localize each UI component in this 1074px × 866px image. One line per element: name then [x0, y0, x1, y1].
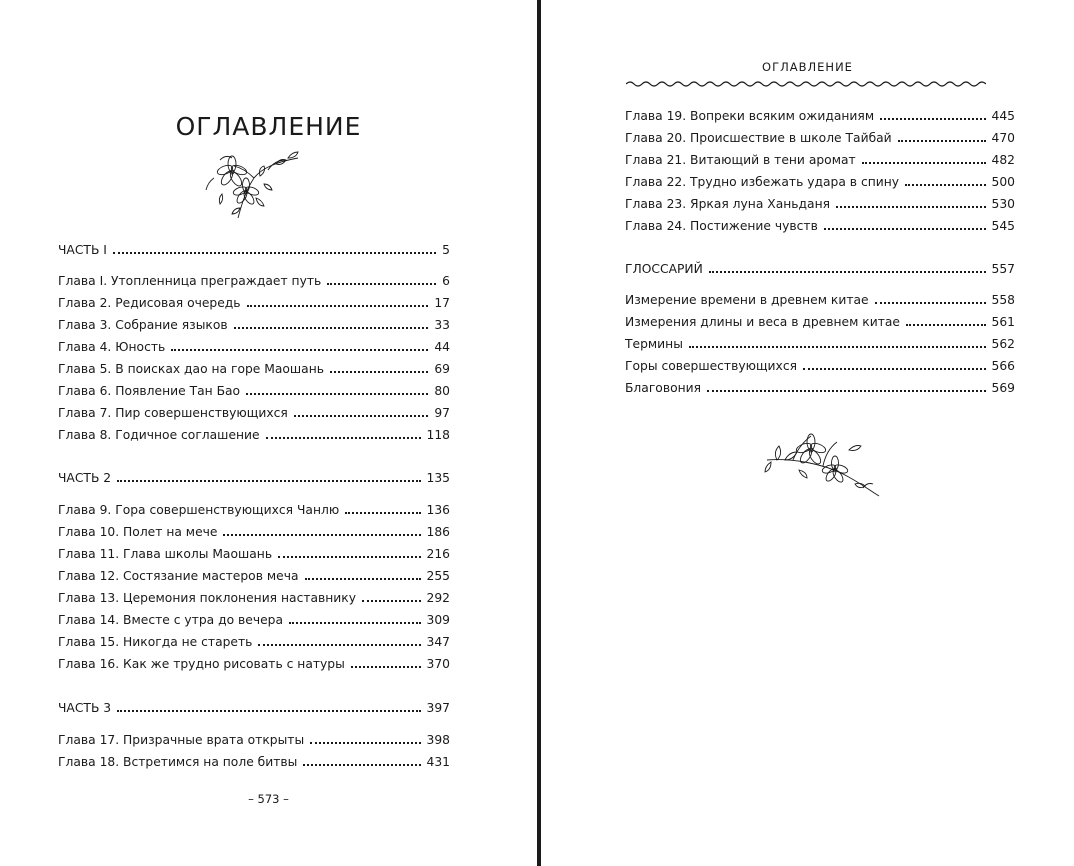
dot-leader: [171, 349, 428, 351]
floral-ornament-icon: [763, 430, 883, 500]
dot-leader: [345, 512, 420, 514]
dot-leader: [862, 162, 986, 164]
toc-chapter-entry[interactable]: Глава 23. Яркая луна Ханьданя 530: [625, 197, 1015, 211]
toc-glossary-entry[interactable]: Термины 562: [625, 337, 1015, 351]
dot-leader: [113, 252, 436, 254]
right-page: [541, 0, 1074, 866]
toc-part-heading[interactable]: ЧАСТЬ 2 135: [58, 471, 450, 485]
dot-leader: [289, 622, 421, 624]
toc-chapter-entry[interactable]: Глава 15. Никогда не стареть 347: [58, 635, 450, 649]
dot-leader: [247, 305, 429, 307]
toc-glossary-entry[interactable]: Горы совершествующихся 566: [625, 359, 1015, 373]
dot-leader: [117, 710, 420, 712]
toc-chapter-entry[interactable]: Глава I. Утопленница преграждает путь 6: [58, 274, 450, 288]
dot-leader: [709, 271, 986, 273]
wavy-divider-icon: [626, 80, 986, 88]
dot-leader: [824, 228, 986, 230]
toc-chapter-entry[interactable]: Глава 6. Появление Тан Бао 80: [58, 384, 450, 398]
toc-glossary-entry[interactable]: Измерения длины и веса в древнем китае 561: [625, 315, 1015, 329]
dot-leader: [223, 534, 420, 536]
dot-leader: [246, 393, 428, 395]
toc-chapter-entry[interactable]: Глава 11. Глава школы Маошань 216: [58, 547, 450, 561]
dot-leader: [880, 118, 985, 120]
toc-glossary-entry[interactable]: Измерение времени в древнем китае 558: [625, 293, 1015, 307]
dot-leader: [303, 764, 420, 766]
toc-glossary-heading[interactable]: ГЛОССАРИЙ 557: [625, 262, 1015, 276]
dot-leader: [351, 666, 421, 668]
page-title: ОГЛАВЛЕНИЕ: [175, 112, 362, 141]
dot-leader: [898, 140, 986, 142]
toc-chapter-entry[interactable]: Глава 9. Гора совершенствующихся Чанлю 136: [58, 503, 450, 517]
toc-chapter-entry[interactable]: Глава 20. Происшествие в школе Тайбай 470: [625, 131, 1015, 145]
toc-part-heading[interactable]: ЧАСТЬ I 5: [58, 243, 450, 257]
dot-leader: [875, 302, 986, 304]
dot-leader: [362, 600, 421, 602]
dot-leader: [836, 206, 986, 208]
dot-leader: [905, 184, 985, 186]
dot-leader: [258, 644, 420, 646]
toc-chapter-entry[interactable]: Глава 18. Встретимся на поле битвы 431: [58, 755, 450, 769]
toc-chapter-entry[interactable]: Глава 24. Постижение чувств 545: [625, 219, 1015, 233]
dot-leader: [906, 324, 986, 326]
toc-chapter-entry[interactable]: Глава 8. Годичное соглашение 118: [58, 428, 450, 442]
toc-chapter-entry[interactable]: Глава 16. Как же трудно рисовать с натуры 370: [58, 657, 450, 671]
dot-leader: [803, 368, 986, 370]
toc-chapter-entry[interactable]: Глава 12. Состязание мастеров меча 255: [58, 569, 450, 583]
toc-chapter-entry[interactable]: Глава 19. Вопреки всяким ожиданиям 445: [625, 109, 1015, 123]
toc-chapter-entry[interactable]: Глава 5. В поисках дао на горе Маошань 69: [58, 362, 450, 376]
toc-chapter-entry[interactable]: Глава 4. Юность 44: [58, 340, 450, 354]
toc-chapter-entry[interactable]: Глава 7. Пир совершенствующихся 97: [58, 406, 450, 420]
toc-chapter-entry[interactable]: Глава 13. Церемония поклонения наставнику 292: [58, 591, 450, 605]
dot-leader: [278, 556, 420, 558]
toc-chapter-entry[interactable]: Глава 10. Полет на мече 186: [58, 525, 450, 539]
dot-leader: [707, 390, 986, 392]
dot-leader: [310, 742, 420, 744]
page-number: – 573 –: [248, 792, 289, 806]
toc-chapter-entry[interactable]: Глава 14. Вместе с утра до вечера 309: [58, 613, 450, 627]
dot-leader: [266, 437, 421, 439]
dot-leader: [294, 415, 429, 417]
dot-leader: [327, 283, 436, 285]
dot-leader: [234, 327, 429, 329]
floral-ornament-icon: [198, 148, 310, 220]
dot-leader: [689, 346, 986, 348]
toc-chapter-entry[interactable]: Глава 22. Трудно избежать удара в спину 500: [625, 175, 1015, 189]
toc-part-heading[interactable]: ЧАСТЬ 3 397: [58, 701, 450, 715]
toc-chapter-entry[interactable]: Глава 21. Витающий в тени аромат 482: [625, 153, 1015, 167]
toc-chapter-entry[interactable]: Глава 2. Редисовая очередь 17: [58, 296, 450, 310]
dot-leader: [330, 371, 428, 373]
dot-leader: [117, 480, 420, 482]
toc-chapter-entry[interactable]: Глава 17. Призрачные врата открыты 398: [58, 733, 450, 747]
toc-chapter-entry[interactable]: Глава 3. Собрание языков 33: [58, 318, 450, 332]
dot-leader: [305, 578, 421, 580]
running-head: ОГЛАВЛЕНИЕ: [762, 60, 853, 74]
toc-glossary-entry[interactable]: Благовония 569: [625, 381, 1015, 395]
